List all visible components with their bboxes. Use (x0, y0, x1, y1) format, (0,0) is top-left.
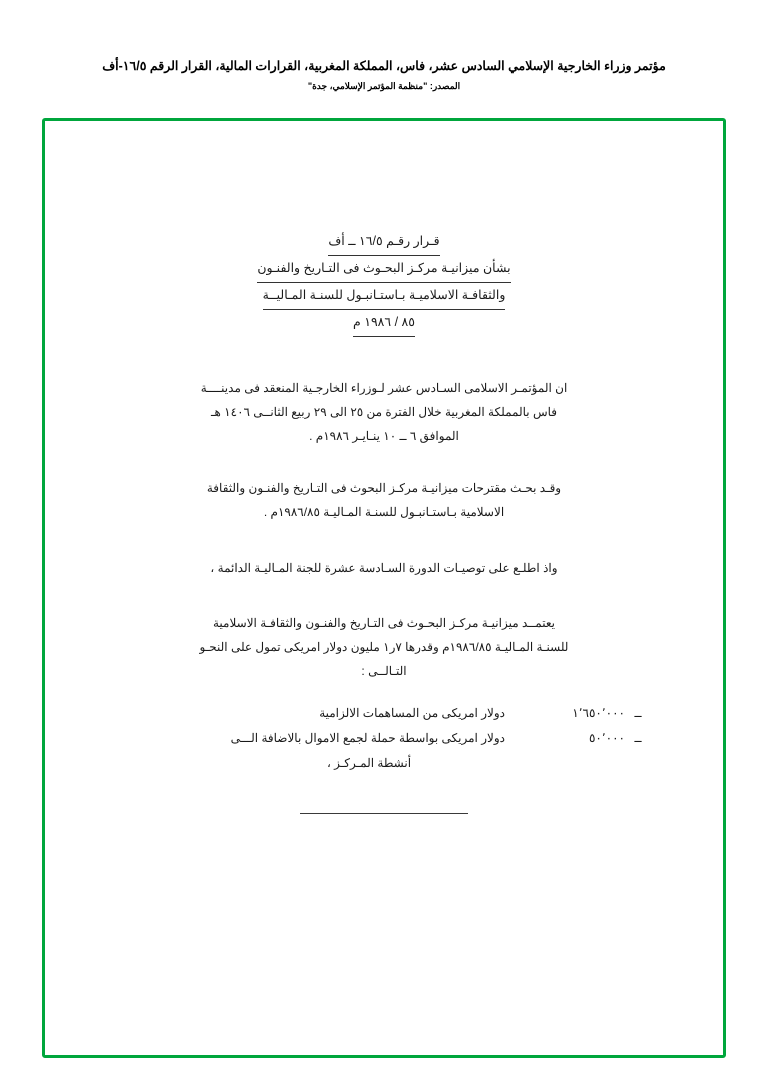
resolution-number: قـرار رقـم ١٦/٥ ــ أف (328, 229, 439, 256)
adopts-budget-text (117, 611, 651, 683)
amount-description: دولار امريكى بواسطة حملة لجمع الاموال بالاضافة الـــى (230, 731, 505, 745)
resolution-title-line-3 (45, 283, 723, 310)
amount-value: ١٬٦٥٠٬٠٠٠ (572, 706, 625, 720)
reviewed-recommendations-text (117, 556, 651, 580)
amount-dash: ــ (634, 731, 642, 745)
resolution-subject-line-1: بشأن ميزانيـة مركـز البحـوث فى التـاريخ والفنـون (257, 256, 510, 283)
scanned-page-frame (42, 118, 726, 1058)
funding-amounts-list (117, 701, 651, 776)
considered-budget-line-2: الاسلامية بـاستـانبـول للسنـة المـاليـة ١٩٨٦/٨٥م . (263, 505, 505, 519)
considered-budget-text (117, 476, 651, 524)
header-title: مؤتمر وزراء الخارجية الإسلامي السادس عشر، فاس، المملكة المغربية، القرارات المالية، القرار الرقم ١٦/٥-أف (102, 59, 666, 73)
paragraph-considered-budget (117, 476, 651, 542)
header-source: المصدر: "منظمة المؤتمر الإسلامي، جدة" (307, 80, 461, 91)
funding-amount-row (117, 701, 651, 726)
resolution-title-line-2 (45, 256, 723, 283)
resolution-title-line-1 (45, 229, 723, 256)
reviewed-recommendations-line-1: واذ اطلـع على توصيـات الدورة السـادسة عشرة للجنة المـاليـة الدائمة ، (210, 561, 558, 575)
preamble-text (117, 376, 651, 448)
resolution-title-line-4 (45, 310, 723, 337)
resolution-fiscal-year: ٨٥ / ١٩٨٦ م (353, 310, 415, 337)
resolution-subject-line-2: والثقافـة الاسلاميـة بـاستـانبـول للسنـة المـاليــة (263, 283, 506, 310)
paragraph-preamble (117, 376, 651, 466)
amount-continuation-note: أنشطة المـركـز ، (326, 756, 412, 770)
page-header (0, 58, 768, 92)
resolution-title-block (45, 229, 723, 337)
amount-dash: ــ (634, 706, 642, 720)
preamble-line-1: ان المؤتمـر الاسلامى السـادس عشر لـوزراء الخارجـية المنعقد فى مدينــــة (200, 381, 568, 395)
paragraph-adopts-budget (117, 611, 651, 776)
scanned-document (45, 121, 723, 1055)
divider-line (300, 813, 468, 814)
amount-value: ٥٠٬٠٠٠ (588, 731, 625, 745)
adopts-budget-line-3: التـالــى : (361, 664, 407, 678)
preamble-line-2: فاس بالمملكة المغربية خلال الفترة من ٢٥ الى ٢٩ ربيع الثانــى ١٤٠٦ هـ (210, 405, 557, 419)
considered-budget-line-1: وقـد بحـث مقترحات ميزانيـة مركـز البحوث فى التـاريخ والفنـون والثقافة (206, 481, 562, 495)
amount-description: دولار امريكى من المساهمات الالزامية (319, 706, 505, 720)
adopts-budget-line-1: يعتمــد ميزانيـة مركـز البحـوث فى التـاريخ والفنـون والثقافـة الاسلامية (213, 616, 555, 630)
adopts-budget-line-2: للسنـة المـاليـة ١٩٨٦/٨٥م وقدرها ٧ر١ مليون دولار امريكى تمول على النحـو (199, 640, 569, 654)
paragraph-reviewed-recommendations (117, 556, 651, 598)
preamble-line-3: الموافق ٦ ــ ١٠ ينـايـر ١٩٨٦م . (309, 429, 459, 443)
funding-amount-row (117, 726, 651, 751)
closing-divider (45, 801, 723, 819)
